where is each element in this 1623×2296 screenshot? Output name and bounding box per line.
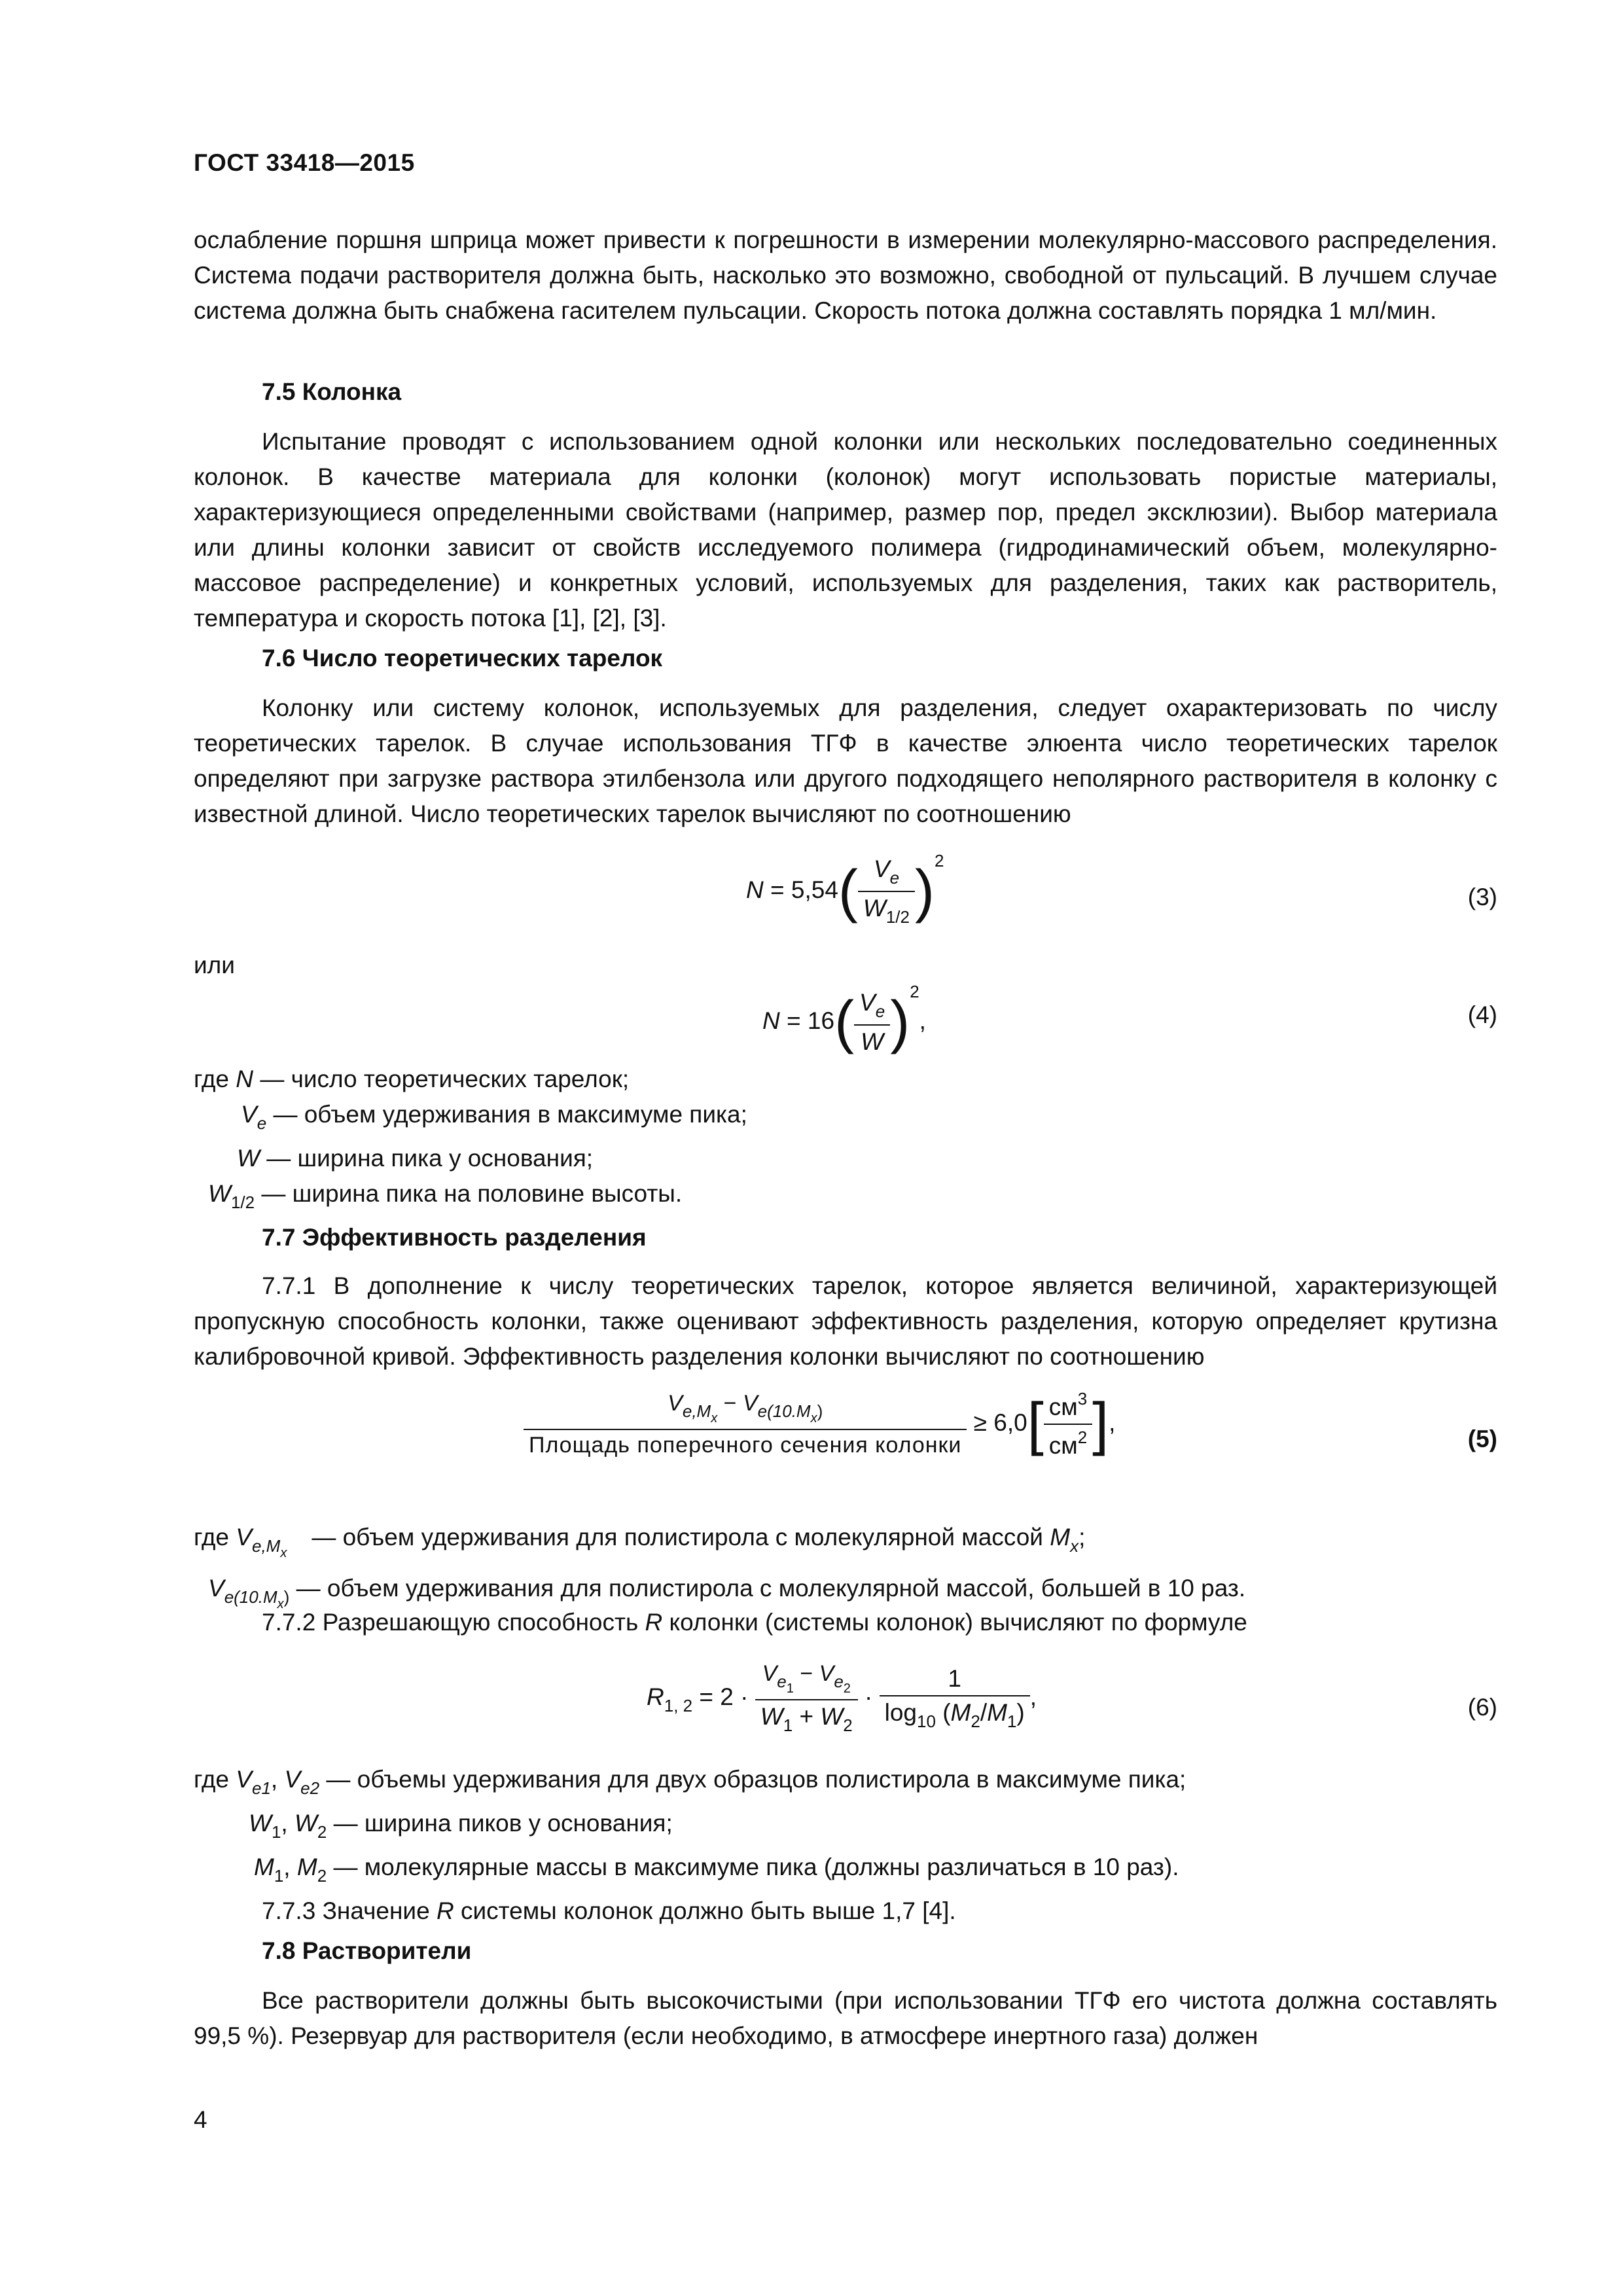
where-desc-sub: x [1070,1536,1079,1556]
section-7-7-1-text: 7.7.1 В дополнение к числу теоретических тарелок, которое является величиной, характеризующей пропускную способность колонки, также оценивают эффективность разделения, которую определяет крутизна калибровочной кривой. Эффективность разделения колонки вычисляют по соотношению [194,1272,1497,1370]
formula-3-label: (3) [1467,884,1497,910]
formula-3-lhs: N [746,876,764,903]
formula-4-den: W [861,1028,884,1056]
formula-3-power: 2 [934,851,944,870]
formula-5-vb-close: ) [817,1401,823,1421]
where-sym: W [208,1180,231,1207]
where-lead: где [194,1766,230,1793]
page-number: 4 [194,2106,207,2133]
formula-6-d1: W [760,1703,783,1730]
formula-4-comma: , [919,1007,926,1034]
where-list-3-4 [194,1062,747,1220]
formula-5-va-subsub: x [711,1410,718,1426]
formula-5-ge: ≥ 6,0 [973,1408,1027,1436]
where-desc: — ширина пика у основания; [266,1145,594,1172]
formula-6-log: log [884,1699,918,1726]
formula-4-power: 2 [910,982,919,1001]
section-7-6-text: Колонку или систему колонок, используемых для разделения, следует охарактеризовать по числу теоретических тарелок. В случае использования ТГФ в качестве элюента число теоретических тарелок определяют при загрузке раствора этилбензола или другого подходящего неполярного растворителя в колонку с известной длиной. Число теоретических тарелок вычисляют по соотношению [194,694,1497,827]
where-desc-tail: ; [1079,1524,1086,1551]
where-sym: V [208,1575,224,1602]
where-sym: V [241,1101,257,1128]
where-sub2: e2 [300,1778,320,1798]
formula-5-unit-num: см [1048,1393,1078,1420]
formula-6-d2: W [820,1703,844,1730]
formula-6-n1-subsub: 1 [786,1681,794,1696]
formula-6-n2-sub: e [834,1672,844,1691]
formula-6 [647,1661,1037,1736]
formula-4-num-sub: e [875,1001,885,1022]
intro-paragraph: ослабление поршня шприца может привести к погрешности в измерении молекулярно-массового распределения. Система подачи растворителя должна быть, насколько это возможно, свободной от пульсаций. В лучшем случае система должна быть снабжена гасителем пульсации. Скорость потока должна составлять порядка 1 мл/мин. [194,226,1497,324]
formula-6-n1-sub: e [777,1672,787,1691]
p3-b: системы колонок должно быть выше 1,7 [4]. [460,1897,956,1924]
formula-4-lparen: ( [834,990,855,1056]
formula-6-n1: V [762,1661,777,1686]
formula-3-rparen: ) [915,859,935,925]
formula-6-d1-sub: 1 [783,1715,793,1735]
p2-b: колонки (системы колонок) вычисляют по формуле [669,1609,1247,1636]
section-7-8-title: 7.8 Растворители [262,1937,472,1964]
where-sub: e1 [251,1778,271,1798]
or-word: или [194,952,235,978]
formula-4-rparen: ) [890,990,910,1056]
where-sub2: 2 [317,1822,327,1842]
formula-6-one: 1 [948,1665,961,1692]
where-sub: 1 [271,1822,281,1842]
formula-6-slash: / [980,1699,988,1726]
where-sub: e,M [251,1536,281,1556]
formula-5-minus: − [723,1390,737,1416]
formula-6-lhs: R [647,1683,664,1710]
formula-6-n2: V [819,1661,834,1686]
where-list-6 [194,1762,1186,1929]
where-sub: 1 [274,1866,284,1886]
formula-5-vb-sub: e(10.M [757,1401,811,1421]
formula-5-rbracket: ] [1092,1391,1109,1457]
where-sym: M [254,1854,274,1880]
document-header: ГОСТ 33418—2015 [194,149,415,176]
where-sym2: V [284,1766,301,1793]
p3-a: 7.7.3 Значение [262,1897,430,1924]
where5-row-1 [194,1520,1245,1571]
formula-6-m2: M [950,1699,971,1726]
where-sym2: W [294,1810,317,1837]
formula-6-dot: · [865,1683,873,1710]
formula-3-den: W [863,895,886,922]
formula-5-comma: , [1109,1408,1116,1436]
where-desc: — объем удерживания для полистирола с молекулярной массой [312,1524,1043,1551]
p3-sym: R [436,1897,454,1924]
where-desc-sym: M [1050,1524,1071,1551]
formula-5-unit [1044,1389,1092,1460]
formula-6-log-sub: 10 [917,1712,936,1731]
formula-3-lparen: ( [838,859,858,925]
formula-6-comma: , [1029,1683,1037,1710]
where-comma: , [283,1854,297,1880]
formula-6-m1: M [987,1699,1007,1726]
formula-5-vb: V [742,1390,758,1416]
p2-a: 7.7.2 Разрешающую способность [262,1609,639,1636]
where-sub2: 2 [317,1866,327,1886]
formula-4-lhs: N [762,1007,780,1034]
formula-5-unit-den: см [1048,1432,1078,1459]
where-sym: W [237,1145,260,1172]
formula-4 [762,982,926,1056]
formula-5-den: Площадь поперечного сечения колонки [524,1429,967,1458]
formula-5-va: V [668,1390,683,1416]
where-sym: V [236,1766,252,1793]
where-row-w [194,1141,747,1176]
formula-4-label: (4) [1467,1001,1497,1028]
where-row-n [194,1062,747,1097]
section-7-7-title: 7.7 Эффективность разделения [262,1224,647,1251]
where-desc: — объем удерживания в максимуме пика; [273,1101,747,1128]
where6-row-2 [194,1806,1186,1850]
where-sym: W [249,1810,272,1837]
formula-3-den-sub: 1/2 [885,907,910,927]
where-sym2: M [296,1854,317,1880]
formula-6-m2-sub: 2 [971,1712,980,1731]
where-subsub: x [277,1597,284,1611]
section-7-5-text: Испытание проводят с использованием одной колонки или нескольких последовательно соединенных колонок. В качестве материала для колонки (колонок) могут использовать пористые материалы, характеризующиеся определенными свойствами (например, размер пор, предел эксклюзии). Выбор материала или длины колонки зависит от свойств исследуемого полимера (гидродинамический объем, молекулярно-массовое распределение) и конкретных условий, используемых для разделения, таких как растворитель, температура и скорость потока [1], [2], [3]. [194,428,1497,632]
where-desc: — число теоретических тарелок; [260,1066,630,1092]
where-sym: V [236,1524,252,1551]
where-row-w12 [194,1176,747,1220]
where-close: ) [283,1587,290,1607]
formula-5-fraction [524,1391,967,1458]
formula-3-fraction [858,855,915,927]
where-lead: где [194,1524,230,1551]
where-desc: — ширина пиков у основания; [333,1810,673,1837]
formula-6-lhs-sub: 1, 2 [664,1695,693,1715]
where6-row-1 [194,1762,1186,1806]
formula-5-unit-num-pow: 3 [1077,1389,1088,1408]
formula-4-num: V [859,989,876,1016]
where-desc: — объем удерживания для полистирола с молекулярной массой, большей в 10 раз. [296,1575,1246,1602]
where-desc: — ширина пика на половине высоты. [261,1180,683,1207]
formula-6-label: (6) [1467,1694,1497,1721]
p2-sym: R [645,1609,663,1636]
where-sub: e(10.M [224,1587,277,1607]
section-7-7-3-text [194,1893,1186,1929]
where-sub: e [257,1113,267,1133]
formula-3-num-sub: e [889,868,900,888]
formula-6-minus: − [800,1661,813,1686]
formula-5-label: (5) [1467,1426,1497,1452]
formula-6-frac-a [755,1661,858,1736]
where-sub: 1/2 [230,1193,255,1212]
where-lead: где [194,1066,230,1092]
formula-5-va-sub: e,M [682,1401,711,1421]
section-7-5-title: 7.5 Колонка [262,378,402,405]
formula-6-n2-subsub: 2 [843,1681,851,1696]
formula-5-vb-subsub: x [810,1410,817,1426]
section-7-7-2-text [262,1605,1247,1640]
formula-5 [524,1389,1115,1460]
formula-6-frac-b: $\frac{1}{\log_{10} (M_2/M_1)}$ [880,1665,1030,1732]
formula-6-m1-sub: 1 [1007,1712,1017,1731]
where-row-ve [194,1097,747,1141]
formula-3 [746,851,944,927]
where-comma: , [281,1810,294,1837]
formula-6-plus: + [799,1703,814,1730]
formula-6-d2-sub: 2 [843,1715,853,1735]
formula-5-unit-den-pow: 2 [1077,1427,1088,1447]
formula-5-lbracket: [ [1027,1391,1044,1457]
formula-6-eq: = 2 · [699,1683,749,1710]
formula-3-coef: = 5,54 [770,876,838,903]
formula-4-fraction [854,989,890,1056]
where-desc: — молекулярные массы в максимуме пика (должны различаться в 10 раз). [333,1854,1179,1880]
where6-row-3 [194,1850,1186,1893]
where-subsub: x [280,1546,287,1560]
formula-3-num: V [873,855,890,883]
where-comma: , [270,1766,285,1793]
where-desc: — объемы удерживания для двух образцов полистирола в максимуме пика; [326,1766,1186,1793]
where-sym: N [236,1066,254,1092]
section-7-6-title: 7.6 Число теоретических тарелок [262,645,663,672]
formula-4-coef: = 16 [787,1007,835,1034]
section-7-8-text: Все растворители должны быть высокочистыми (при использовании ТГФ его чистота должна составлять 99,5 %). Резервуар для растворителя (если необходимо, в атмосфере инертного газа) должен [194,1987,1497,2049]
